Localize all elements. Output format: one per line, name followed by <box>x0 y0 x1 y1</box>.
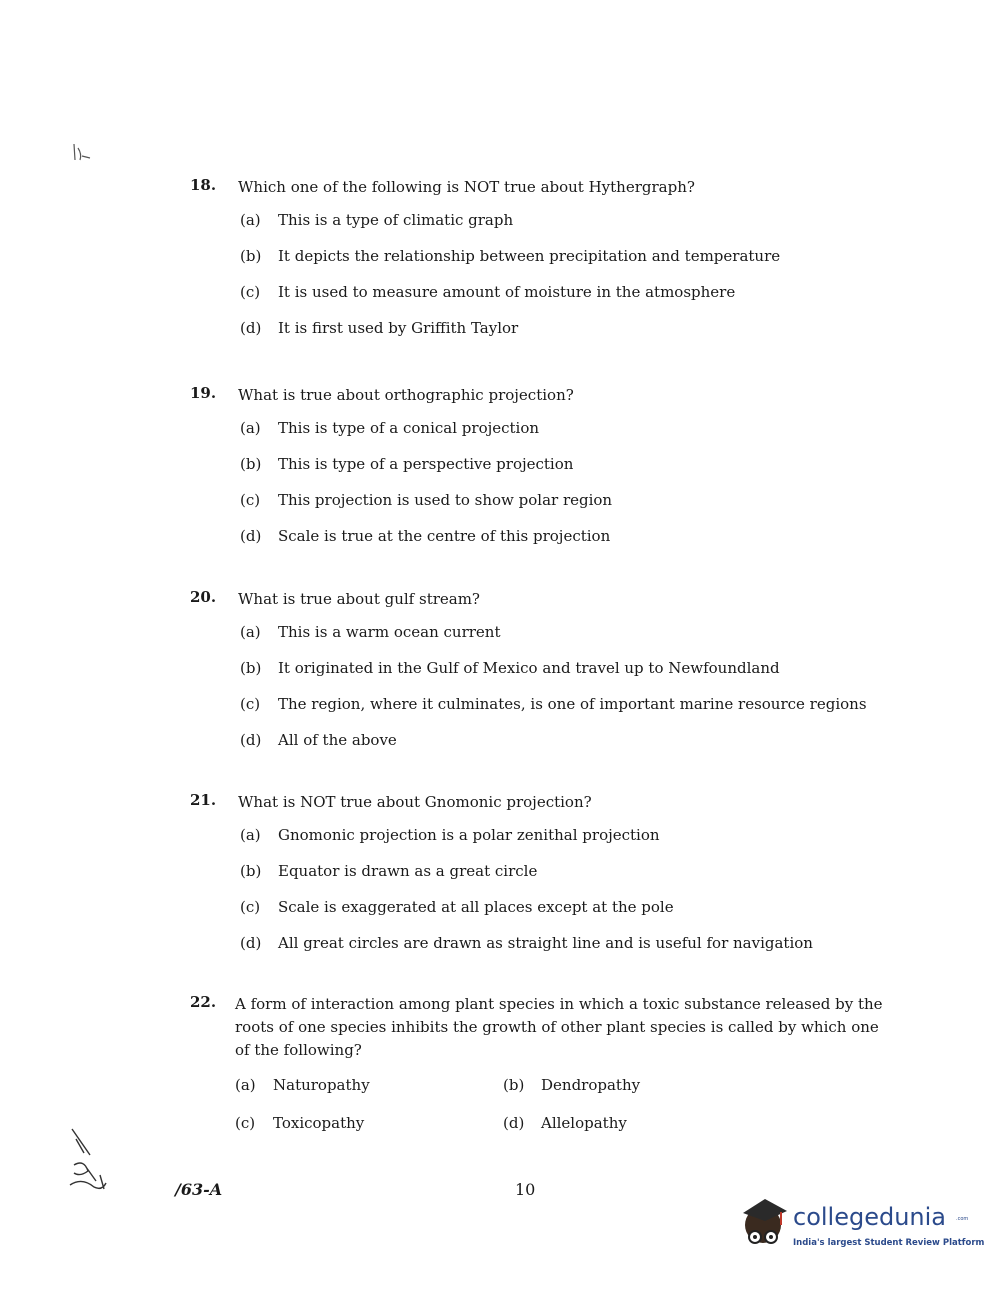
option-grid <box>235 1076 890 1132</box>
option-d: (d) All of the above <box>240 731 397 749</box>
question-number: 19. <box>190 384 217 402</box>
question-22 <box>190 993 890 1132</box>
option-c: (c) It is used to measure amount of moisture in the atmosphere <box>240 283 736 301</box>
option-d: (d) It is first used by Griffith Taylor <box>240 319 519 337</box>
student-mascot-icon <box>735 1195 791 1255</box>
option-a: (a) This is type of a conical projection <box>240 419 540 437</box>
option-list <box>240 419 890 563</box>
option-a: (a) This is a warm ocean current <box>240 623 501 641</box>
option-c: (c) Toxicopathy <box>235 1114 365 1132</box>
option-list <box>240 623 890 767</box>
option-d: (d) All great circles are drawn as straight line and is useful for navigation <box>240 934 813 952</box>
option-d: (d) Allelopathy <box>503 1114 627 1132</box>
margin-mark-icon <box>68 140 98 166</box>
logo-wordmark: collegedunia <box>793 1203 947 1231</box>
question-number: 20. <box>190 588 217 606</box>
option-c: (c) Scale is exaggerated at all places except at the pole <box>240 898 674 916</box>
logo-tagline: India's largest Student Review Platform <box>793 1238 985 1248</box>
option-d: (d) Scale is true at the centre of this projection <box>240 527 611 545</box>
page-number: 10 <box>515 1180 536 1199</box>
question-text: What is true about gulf stream? <box>238 590 480 608</box>
question-text: A form of interaction among plant species in which a toxic substance released by the roots of one species inhibits the growth of other plant species is called by which one of the following? <box>235 995 883 1059</box>
option-c: (c) This projection is used to show polar region <box>240 491 613 509</box>
option-a: (a) Naturopathy <box>235 1076 370 1094</box>
option-b: (b) Dendropathy <box>503 1076 641 1094</box>
logo-suffix: .com <box>956 1216 969 1222</box>
option-c: (c) The region, where it culminates, is one of important marine resource regions <box>240 695 867 713</box>
collegedunia-logo <box>735 1195 985 1260</box>
question-text: Which one of the following is NOT true about Hythergraph? <box>238 178 695 196</box>
option-a: (a) This is a type of climatic graph <box>240 211 514 229</box>
question-21 <box>190 791 890 970</box>
option-b: (b) This is type of a perspective projection <box>240 455 574 473</box>
signature-scribble-icon <box>66 1125 116 1200</box>
question-text: What is true about orthographic projection? <box>238 386 574 404</box>
paper-code: /63-A <box>175 1180 223 1199</box>
option-a: (a) Gnomonic projection is a polar zenithal projection <box>240 826 660 844</box>
option-b: (b) It originated in the Gulf of Mexico and travel up to Newfoundland <box>240 659 780 677</box>
option-list <box>240 826 890 970</box>
question-number: 22. <box>190 993 217 1011</box>
question-18 <box>190 176 890 355</box>
question-number: 18. <box>190 176 217 194</box>
option-list <box>240 211 890 355</box>
question-number: 21. <box>190 791 217 809</box>
option-b: (b) Equator is drawn as a great circle <box>240 862 538 880</box>
option-b: (b) It depicts the relationship between precipitation and temperature <box>240 247 781 265</box>
question-19 <box>190 384 890 563</box>
question-text: What is NOT true about Gnomonic projection? <box>238 793 592 811</box>
question-20 <box>190 588 890 767</box>
